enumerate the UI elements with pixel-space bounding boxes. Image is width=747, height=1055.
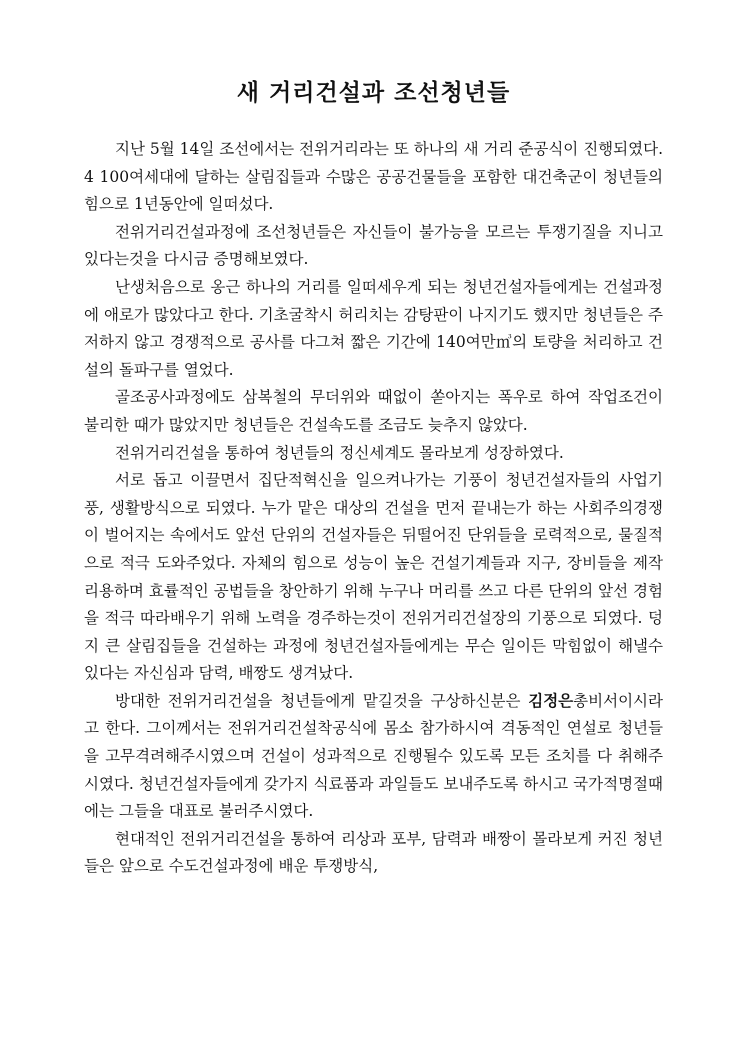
paragraph-7	[84, 688, 663, 826]
paragraph-7-lead: 방대한 전위거리건설을 청년들에게 맡길것을 구상하신분은	[115, 691, 529, 710]
article-title: 새 거리건설과 조선청년들	[236, 80, 511, 106]
paragraph-7-rest: 총비서이시라고 한다. 그이께서는 전위거리건설착공식에 몸소 참가하시여 격동적인 연설로 청년들을 고무격려해주시였으며 건설이 성과적으로 진행될수 있도록 모든 조치를 다 취해주시였다. 청년건설자들에게 갖가지 식료품과 과일들도 보내주도록 하시고 국가적명절때에는 그들을 대표로 불러주시였다.	[84, 691, 663, 821]
paragraph-1: 지난 5월 14일 조선에서는 전위거리라는 또 하나의 새 거리 준공식이 진행되였다. 4 100여세대에 달하는 살림집들과 수많은 공공건물들을 포함한 대건축군이 청년들의 힘으로 1년동안에 일떠섰다.	[84, 140, 663, 214]
paragraph-4: 골조공사과정에도 삼복철의 무더위와 때없이 쏟아지는 폭우로 하여 작업조건이 불리한 때가 많았지만 청년들은 건설속도를 조금도 늦추지 않았다.	[84, 388, 663, 434]
paragraph-8: 현대적인 전위거리건설을 통하여 리상과 포부, 담력과 배짱이 몰라보게 커진 청년들은 앞으로 수도건설과정에 배운 투쟁방식,	[84, 829, 663, 876]
leader-name: 김정은	[528, 691, 574, 710]
paragraph-2: 전위거리건설과정에 조선청년들은 자신들이 불가능을 모르는 투쟁기질을 지니고있다는것을 다시금 증명해보였다.	[84, 222, 663, 269]
document-page	[84, 78, 663, 881]
article-body	[84, 136, 663, 881]
paragraph-5: 전위거리건설을 통하여 청년들의 정신세계도 몰라보게 성장하였다.	[115, 443, 564, 462]
paragraph-3: 난생처음으로 옹근 하나의 거리를 일떠세우게 되는 청년건설자들에게는 건설과정에 애로가 많았다고 한다. 기초굴착시 허리치는 감탕판이 나지기도 했지만 청년들은 주저하지 않고 경쟁적으로 공사를 다그쳐 짧은 기간에 140여만㎥의 토량을 처리하고 건설의 돌파구를 열었다.	[84, 277, 663, 379]
paragraph-6: 서로 돕고 이끌면서 집단적혁신을 일으켜나가는 기풍이 청년건설자들의 사업기풍, 생활방식으로 되였다. 누가 맡은 대상의 건설을 먼저 끝내는가 하는 사회주의경쟁이 벌어지는 속에서도 앞선 단위의 건설자들은 뒤떨어진 단위들을 로력적으로, 물질적으로 적극 도와주었다. 자체의 힘으로 성능이 높은 건설기계들과 지구, 장비들을 제작리용하며 효률적인 공법들을 창안하기 위해 누구나 머리를 쓰고 다른 단위의 앞선 경험을 적극 따라배우기 위해 노력을 경주하는것이 전위거리건설장의 기풍으로 되였다. 덩지 큰 살림집들을 건설하는 과정에 청년건설자들에게는 무슨 일이든 막힘없이 해낼수 있다는 자신심과 담력, 배짱도 생겨났다.	[84, 471, 663, 683]
